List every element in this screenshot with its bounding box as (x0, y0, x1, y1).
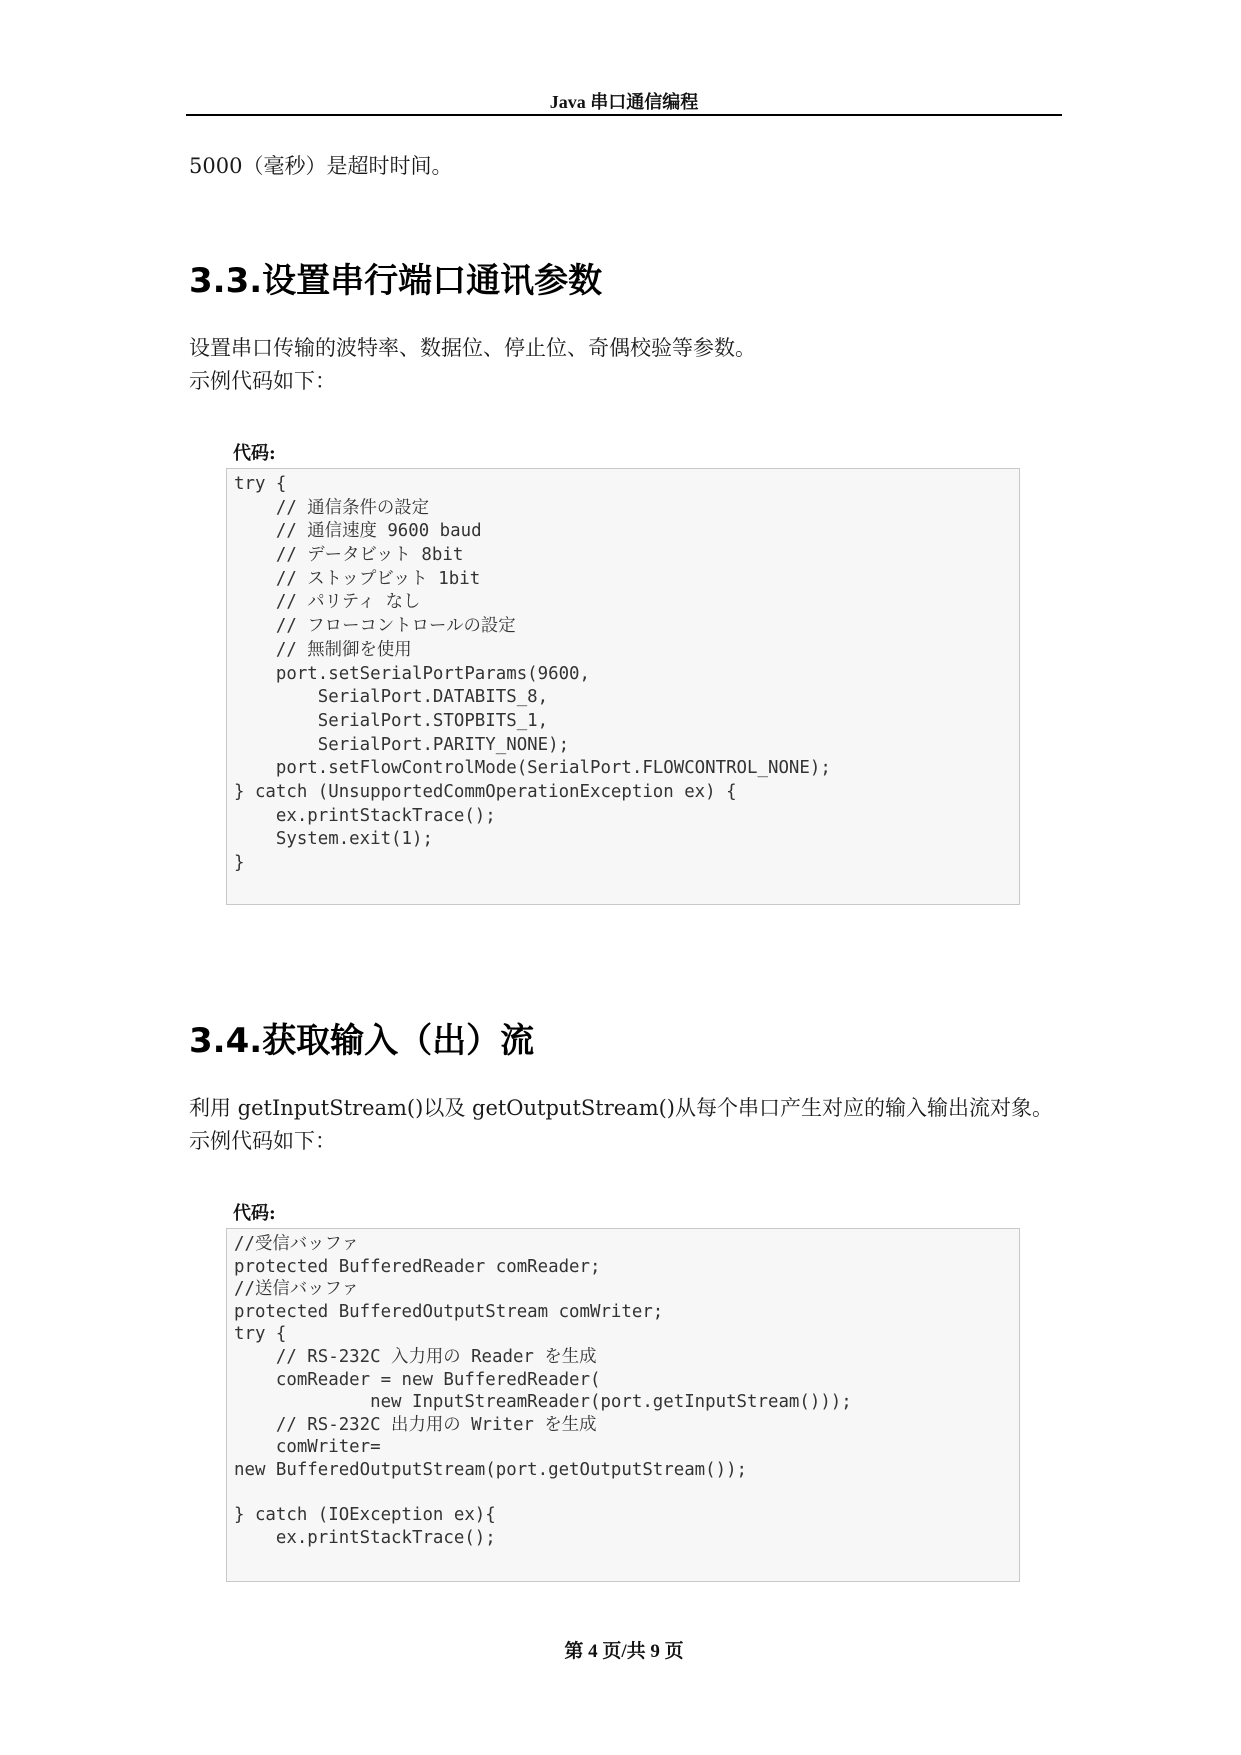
running-header-title: Java 串口通信编程 (549, 92, 699, 112)
section-3-4-paragraph (189, 1092, 1053, 1158)
code-line: comReader = new BufferedReader( (234, 1369, 601, 1390)
code-line: System.exit(1); (234, 829, 433, 850)
code-line: new InputStreamReader(port.getInputStream())); (234, 1392, 852, 1413)
paragraph-line: 示例代码如下： (189, 369, 336, 393)
code-line: try { (234, 474, 287, 494)
code-line: //受信バッファ (234, 1234, 359, 1254)
header-rule (186, 114, 1062, 116)
code-line: SerialPort.STOPBITS_1, (234, 710, 549, 731)
code-line: port.setFlowControlMode(SerialPort.FLOWCONTROL_NONE); (234, 758, 831, 779)
code-block-serial-params (226, 468, 1020, 905)
paragraph-line: 设置串口传输的波特率、数据位、停止位、奇偶校验等参数。 (189, 336, 756, 360)
code-line: protected BufferedOutputStream comWriter; (234, 1301, 664, 1322)
code-line: // パリティ なし (234, 592, 421, 613)
code-line: protected BufferedReader comReader; (234, 1256, 601, 1277)
code-line: comWriter= (234, 1437, 381, 1458)
code-line: // RS-232C 出力用の Writer を生成 (234, 1414, 597, 1435)
code-line (234, 1482, 1019, 1505)
intro-text: 5000（毫秒）是超时时间。 (189, 154, 453, 178)
code-line: } (234, 853, 245, 873)
code-line: // ストップビット 1bit (234, 568, 481, 589)
section-heading-3-3: 3.3.设置串行端口通讯参数 (189, 261, 603, 301)
intro-paragraph (189, 150, 452, 183)
code-line: // データビット 8bit (234, 545, 464, 566)
code-line: SerialPort.PARITY_NONE); (234, 734, 570, 755)
paragraph-line: 示例代码如下： (189, 1129, 336, 1153)
page-number-footer: 第 4 页/共 9 页 (564, 1641, 684, 1662)
paragraph-line: 利用 getInputStream()以及 getOutputStream()从每个串口产生对应的输入输出流对象。 (189, 1096, 1054, 1120)
code-line: // 通信速度 9600 baud (234, 521, 482, 542)
code-line: SerialPort.DATABITS_8, (234, 687, 549, 708)
section-heading-3-4: 3.4.获取输入（出）流 (189, 1021, 535, 1061)
code-line: port.setSerialPortParams(9600, (234, 663, 590, 684)
code-line: ex.printStackTrace(); (234, 805, 496, 826)
code-line: } catch (IOException ex){ (234, 1505, 496, 1526)
code-line: } catch (UnsupportedCommOperationException ex) { (234, 781, 737, 802)
code-label: 代码: (233, 443, 276, 464)
code-label: 代码: (233, 1203, 276, 1224)
code-line: // RS-232C 入力用の Reader を生成 (234, 1346, 597, 1367)
code-line: // 通信条件の設定 (234, 497, 430, 518)
section-3-3-paragraph (189, 332, 756, 398)
code-line: ex.printStackTrace(); (234, 1527, 496, 1548)
code-block-streams (226, 1228, 1020, 1582)
code-line: // 無制御を使用 (234, 639, 412, 660)
code-line: //送信バッファ (234, 1279, 359, 1300)
code-line: new BufferedOutputStream(port.getOutputStream()); (234, 1459, 748, 1480)
code-line: // フローコントロールの設定 (234, 616, 516, 637)
code-line: try { (234, 1324, 287, 1345)
